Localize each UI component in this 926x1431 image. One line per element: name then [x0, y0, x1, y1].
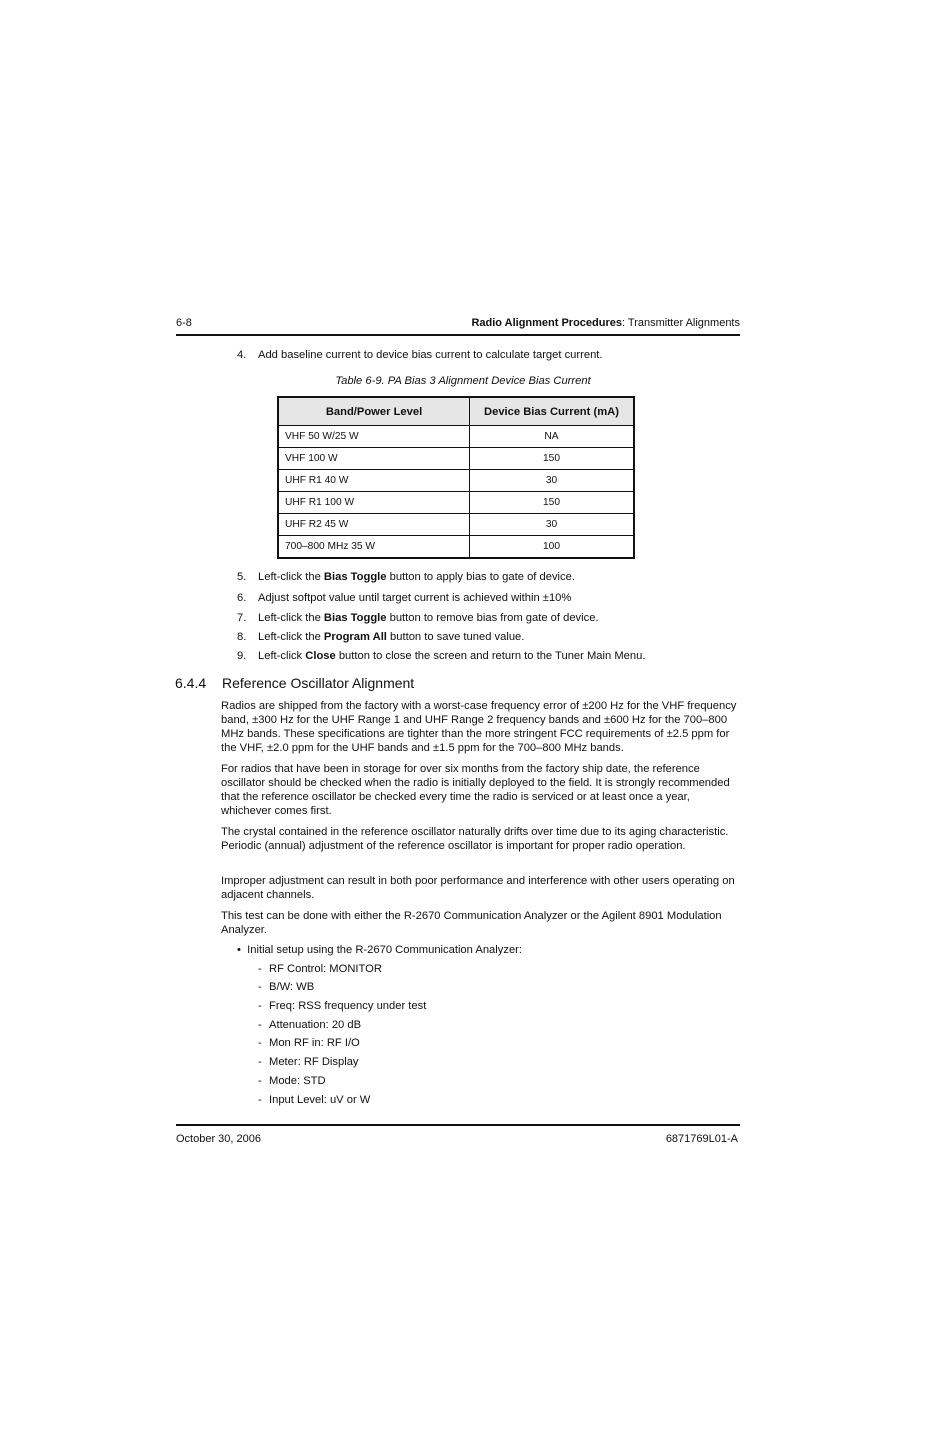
- setup-item: [258, 1075, 326, 1087]
- step-number: 6.: [237, 592, 247, 604]
- paragraph: Radios are shipped from the factory with a worst-case frequency error of ±200 Hz for the VHF frequency band, ±300 Hz for the UHF Range 1 and UHF Range 2 frequency bands and ±600 Hz for the 700–800 MHz bands. These specifications are tighter than the more stringent FCC requirements of ±2.5 ppm for the VHF, ±2.0 ppm for the UHF bands and ±1.5 ppm for the 700–800 MHz bands.: [221, 700, 737, 754]
- step-6: [237, 592, 571, 604]
- running-header: [471, 317, 740, 329]
- table-row: [278, 448, 634, 470]
- paragraph: The crystal contained in the reference oscillator naturally drifts over time due to its aging characteristic. Periodic (annual) adjustment of the reference oscillator is important for proper radio operation.: [221, 826, 729, 852]
- cell-current: 100: [470, 536, 635, 559]
- cell-band: 700–800 MHz 35 W: [278, 536, 470, 559]
- step-text: button to remove bias from gate of device.: [386, 612, 599, 624]
- cell-band: UHF R1 40 W: [278, 470, 470, 492]
- dash-icon: -: [258, 963, 262, 975]
- section-number: 6.4.4: [175, 675, 207, 691]
- bias-current-table: [277, 396, 635, 559]
- step-9: [237, 650, 645, 662]
- setup-item-text: Mode: STD: [269, 1075, 326, 1087]
- header-section: : Transmitter Alignments: [622, 317, 740, 329]
- setup-item-text: Mon RF in: RF I/O: [269, 1037, 360, 1049]
- column-header-current: Device Bias Current (mA): [470, 397, 635, 426]
- setup-item: [258, 1000, 426, 1012]
- cell-current: 150: [470, 492, 635, 514]
- setup-item-text: Input Level: uV or W: [269, 1094, 371, 1106]
- table-row: [278, 536, 634, 559]
- footer-date: October 30, 2006: [176, 1133, 262, 1145]
- bullet-text: Initial setup using the R-2670 Communication Analyzer:: [247, 944, 523, 956]
- setup-item: [258, 1037, 360, 1049]
- step-number: 5.: [237, 571, 247, 583]
- step-text: button to save tuned value.: [386, 631, 525, 643]
- step-text: Adjust softpot value until target current is achieved within ±10%: [258, 592, 572, 604]
- step-7: [237, 612, 599, 624]
- dash-icon: -: [258, 1019, 262, 1031]
- dash-icon: -: [258, 1037, 262, 1049]
- cell-current: 30: [470, 470, 635, 492]
- setup-item-text: Meter: RF Display: [269, 1056, 359, 1068]
- footer-rule: [176, 1124, 740, 1126]
- cell-current: NA: [470, 426, 635, 448]
- step-text: button to close the screen and return to the Tuner Main Menu.: [335, 650, 646, 662]
- cell-band: VHF 50 W/25 W: [278, 426, 470, 448]
- step-text: button to apply bias to gate of device.: [386, 571, 575, 583]
- setup-item-text: Freq: RSS frequency under test: [269, 1000, 427, 1012]
- paragraph: For radios that have been in storage for over six months from the factory ship date, the reference oscillator should be checked when the radio is initially deployed to the field. It is strongly recommended that the reference oscillator be checked every time the radio is serviced or at least once a year, whichever comes first.: [221, 763, 730, 817]
- header-rule: [176, 334, 740, 336]
- table-row: [278, 492, 634, 514]
- setup-item: [258, 981, 314, 993]
- step-5: [237, 571, 575, 583]
- setup-item: [258, 963, 382, 975]
- step-bold-text: Bias Toggle: [323, 571, 387, 583]
- cell-band: VHF 100 W: [278, 448, 470, 470]
- step-text: Add baseline current to device bias current to calculate target current.: [258, 349, 603, 361]
- step-number: 7.: [237, 612, 247, 624]
- table-row: [278, 470, 634, 492]
- step-number: 4.: [237, 349, 247, 361]
- setup-item-text: RF Control: MONITOR: [269, 963, 382, 975]
- table-row: [278, 426, 634, 448]
- setup-item: [258, 1056, 359, 1068]
- cell-band: UHF R1 100 W: [278, 492, 470, 514]
- step-number: 9.: [237, 650, 247, 662]
- setup-item: [258, 1094, 370, 1106]
- step-text: Left-click the: [258, 631, 324, 643]
- dash-icon: -: [258, 1094, 262, 1106]
- dash-icon: -: [258, 1000, 262, 1012]
- cell-band: UHF R2 45 W: [278, 514, 470, 536]
- setup-item: [258, 1019, 361, 1031]
- table-caption: Table 6-9. PA Bias 3 Alignment Device Bias Current: [335, 375, 591, 387]
- section-heading: [175, 675, 414, 691]
- step-bold-text: Program All: [323, 631, 387, 643]
- header-chapter: Radio Alignment Procedures: [471, 317, 622, 329]
- setup-item-text: Attenuation: 20 dB: [269, 1019, 362, 1031]
- paragraph: Improper adjustment can result in both poor performance and interference with other users operating on adjacent channels.: [221, 875, 735, 901]
- dash-icon: -: [258, 1056, 262, 1068]
- bullet-item: [237, 944, 522, 956]
- section-title: Reference Oscillator Alignment: [222, 675, 415, 691]
- step-text: Left-click the: [258, 571, 324, 583]
- footer-doc-number: 6871769L01-A: [665, 1133, 738, 1145]
- table-row: [278, 514, 634, 536]
- step-8: [237, 631, 524, 643]
- cell-current: 150: [470, 448, 635, 470]
- step-bold-text: Close: [305, 650, 336, 662]
- step-text: Left-click: [258, 650, 306, 662]
- paragraph: This test can be done with either the R-2670 Communication Analyzer or the Agilent 8901 Modulation Analyzer.: [221, 910, 722, 936]
- dash-icon: -: [258, 1075, 262, 1087]
- step-text: Left-click the: [258, 612, 324, 624]
- cell-current: 30: [470, 514, 635, 536]
- table-header-row: [278, 397, 634, 426]
- dash-icon: -: [258, 981, 262, 993]
- step-4: [237, 349, 603, 361]
- step-bold-text: Bias Toggle: [323, 612, 387, 624]
- bullet-icon: •: [237, 944, 248, 956]
- setup-item-text: B/W: WB: [269, 981, 315, 993]
- step-number: 8.: [237, 631, 247, 643]
- column-header-band: Band/Power Level: [278, 397, 470, 426]
- page-number: 6-8: [176, 317, 192, 329]
